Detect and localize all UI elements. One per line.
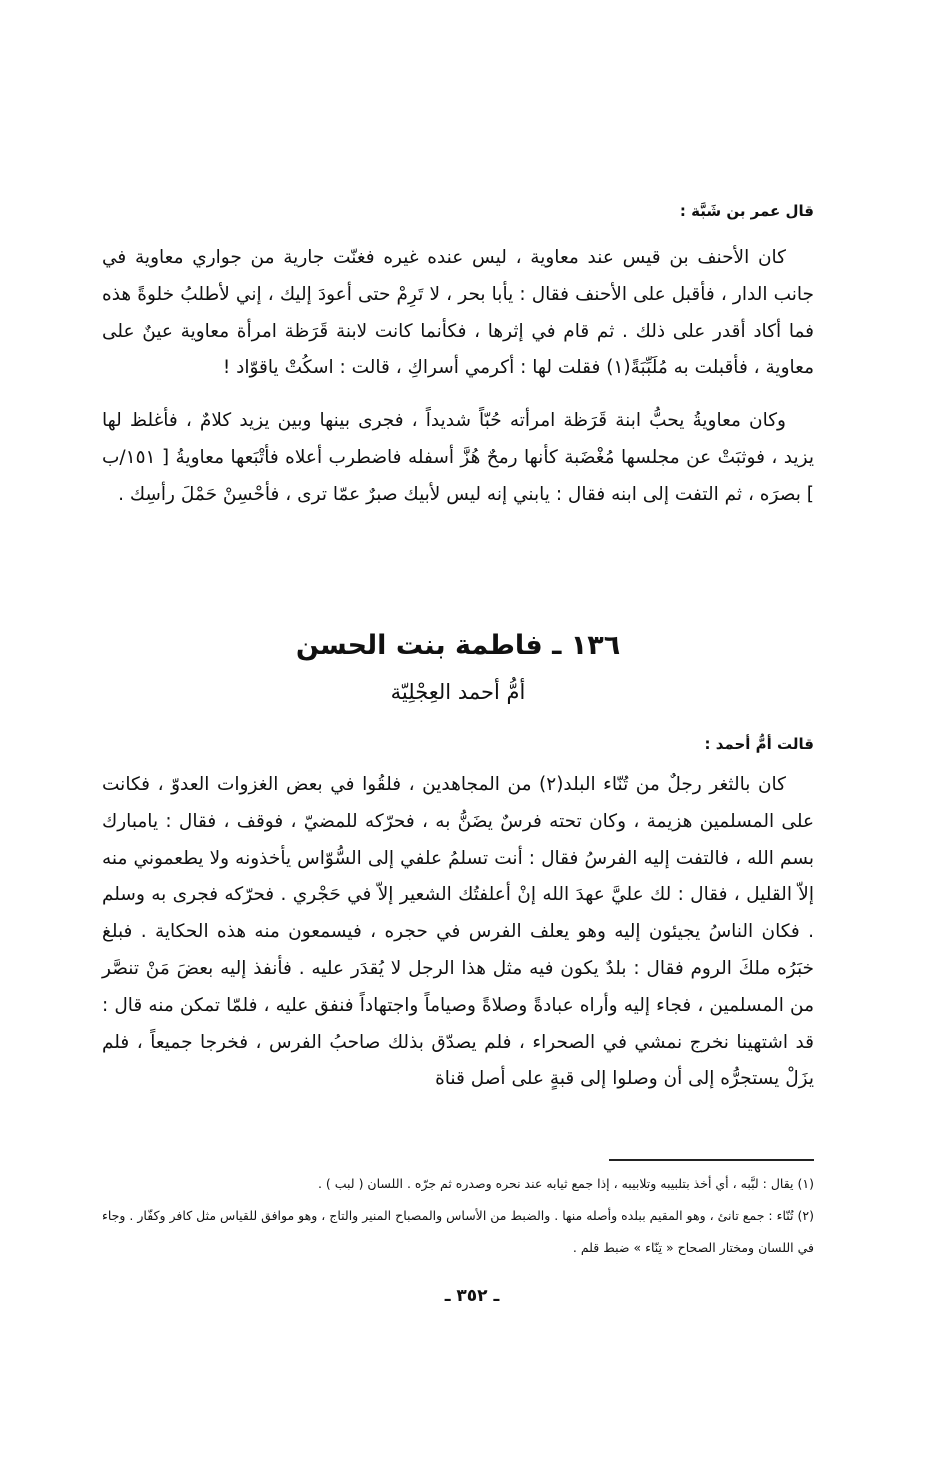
narrator-line-umm-ahmad: قالت أمُّ أحمد : xyxy=(704,735,814,753)
paragraph-muawiya: وكان معاويةُ يحبُّ ابنة قَرَظة امرأته حُبّاً شديداً ، فجرى بينها وبين يزيد كلامٌ ، فأغلظ لها يزيد ، فوثبَتْ عن مجلسها مُغْضَبة كأنها رمحٌ هُزَّ أسفله فاضطرب أعلاه فأتْبَعها معاويةُ [ ١٥١/ب ] بصرَه ، ثم التفت إلى ابنه فقال : يابني إنه ليس لأبيك صبرٌ عمّا ترى ، فأحْسِنْ حَمْلَ رأسِك . xyxy=(102,410,814,505)
section-two xyxy=(102,733,814,1098)
footnote-separator xyxy=(609,1159,814,1161)
narrator-line-umar-ibn-shabba: قال عمر بن شَبَّة : xyxy=(679,202,814,220)
footnote-2: (٢) تُنّاء : جمع تانئ ، وهو المقيم ببلده وأصله منها . والضبط من الأساس والمصباح المنير والتاج ، وهو موافق للقياس مثل كافر وكفّار . وجاء في اللسان ومختار الصحاح « تِنّاء » ضبط قلم . xyxy=(102,1208,814,1255)
paragraph-ahnaf: كان الأحنف بن قيس عند معاوية ، ليس عنده غيره فغنّت جارية من جواري معاوية في جانب الدار ، فأقبل على الأحنف فقال : يأبا بحر ، لا تَرِمْ حتى أعودَ إليك ، إني لأطلبُ خلوةً هذه فما أكاد أقدر على ذلك . ثم قام في إثرها ، فكأنما كانت لابنة قَرَظة امرأة معاوية عينٌ على معاوية ، فأقبلت به مُلَبِّبَةً(١) فقلت لها : أكرمي أسراكِ ، قالت : اسكُتْ ياقوّاد ! xyxy=(102,247,814,379)
paragraph-horse-story: كان بالثغر رجلٌ من تُنّاء البلد(٢) من المجاهدين ، فلقُوا في بعض الغزوات العدوّ ، فكانت على المسلمين هزيمة ، وكان تحته فرسٌ يضَنُّ به ، فحرّكه للمضيّ ، فوقف ، فقال : يامبارك بسم الله ، فالتفت إليه الفرسُ فقال : أنت تسلمُ علفي إلى السُّوّاس يأخذونه ولا يطعموني منه إلاّ القليل ، فقال : لك عليَّ عهدَ الله إنْ أعلفتُك الشعير إلاّ في حَجْري . فحرّكه فجرى به وسلم . فكان الناسُ يجيئون إليه وهو يعلف الفرس في حجره ، فيسمعون منه هذه الحكاية . فبلغ خبَرُه ملكَ الروم فقال : بلدٌ يكون فيه مثل هذا الرجل لا يُقدَر عليه . فأنفذ إليه بعضَ مَنْ تنصَّر من المسلمين ، فجاء إليه وأراه عبادةً وصلاةً وصياماً واجتهاداً فنفق عليه ، فلمّا تمكن منه قال : قد اشتهينا نخرج نمشي في الصحراء ، فلم يصدّق بذلك صاحبُ الفرس ، فخرجا جميعاً ، فلم يزَلْ يستجرُّه إلى أن وصلوا إلى قبةٍ على أصل قناة xyxy=(102,774,814,1090)
footnote-1: (١) يقال : لبَّبه ، أي أخذ بتلبيبه وتلابيبه ، إذا جمع ثيابه عند نحره وصدره ثم جرّه . اللسان ( لبب ) . xyxy=(317,1176,814,1191)
entry-subtitle: أمُّ أحمد العِجْلِيّة xyxy=(390,680,526,704)
page-number: ـ ٣٥٢ ـ xyxy=(444,1286,500,1306)
entry-title: ١٣٦ ـ فاطمة بنت الحسن xyxy=(295,630,621,661)
footnotes xyxy=(102,1168,814,1264)
section-one xyxy=(102,200,814,514)
